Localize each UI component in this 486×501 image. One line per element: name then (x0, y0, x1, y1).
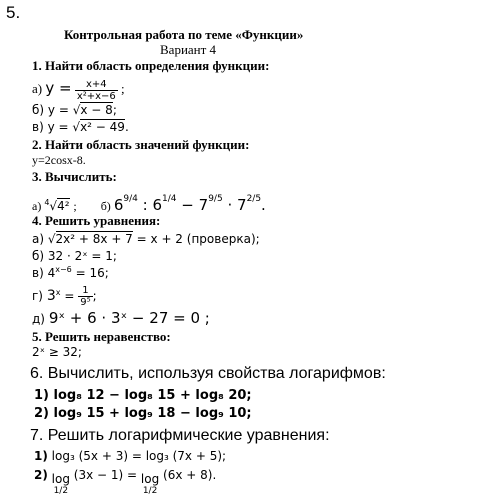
task3-b-op3: · (227, 196, 233, 214)
task4-item-b (32, 249, 117, 263)
task3-heading: 3. Вычислить: (32, 169, 117, 184)
task7-l2-arg2: (6x + 8). (163, 468, 217, 482)
task1-c-radicand: x² − 49 (80, 120, 125, 134)
task1-b-end: ; (112, 103, 117, 117)
task7-l1-expression: log₃ (5x + 3) = log₃ (7x + 5); (51, 449, 227, 463)
task7-l1-number: 1) (34, 449, 48, 463)
task3-b-base1: 6 (113, 196, 124, 214)
task4-e-expression: 9ˣ + 6 · 3ˣ − 27 = 0 ; (48, 309, 210, 327)
task6-line1 (34, 388, 252, 403)
task6-heading: 6. Вычислить, используя свойства логарифмов: (30, 365, 386, 382)
task4-d-numerator: 1 (78, 285, 92, 297)
task6-l1-number: 1) (34, 388, 49, 403)
task3-b-label: б) (100, 199, 111, 213)
task3-a-radicand: 4² (57, 199, 70, 213)
task7-l2-log1-word: log (51, 472, 70, 486)
task4-item-d (32, 282, 97, 308)
task7-l2-arg1: (3x − 1) = (73, 468, 138, 482)
task5-heading: 5. Решить неравенство: (32, 329, 171, 344)
task3-b-exp4: 2/5 (246, 194, 262, 204)
task4-a-radicand: 2x² + 8x + 7 (55, 232, 133, 246)
task4-c-base: 4 (47, 266, 56, 280)
task7-l2-log2-word: log (140, 472, 160, 486)
task3-b-op1: : (142, 196, 148, 214)
task4-d-label: г) (32, 289, 43, 303)
task1-c-end: . (124, 120, 129, 134)
task1-item-c (32, 120, 129, 134)
task4-a-note: (проверка); (186, 232, 260, 246)
task4-d-exponent: x (55, 288, 61, 297)
problem-number: 5. (6, 3, 21, 22)
task3-b-end: . (261, 196, 266, 214)
task1-a-label: а) (32, 81, 43, 96)
task4-d-end: ; (92, 289, 97, 303)
task1-a-fraction (75, 79, 118, 102)
sqrt-icon: √ (47, 232, 56, 246)
task7-l2-log1-base: 1/2 (53, 486, 69, 496)
task7-l2-log1 (52, 471, 70, 496)
task1-a-end: ; (121, 81, 125, 96)
task3-a-index: 4 (44, 198, 50, 207)
task4-d-denominator: 9⁵ (80, 297, 91, 308)
task4-c-label: в) (32, 266, 44, 280)
task1-b-func: y = (47, 103, 69, 117)
task2-heading: 2. Найти область значений функции: (32, 137, 250, 152)
task7-heading: 7. Решить логарифмические уравнения: (30, 427, 330, 444)
task4-d-base: 3 (46, 288, 56, 304)
task5-expression: 2ˣ ≥ 32; (32, 345, 82, 359)
task1-item-b (32, 103, 117, 117)
task1-a-denominator: x²+x−6 (76, 90, 116, 102)
task1-b-radicand: x − 8 (80, 103, 113, 117)
task3-b-op2: − (181, 196, 194, 214)
task3-b-base3: 7 (198, 196, 209, 214)
task1-b-label: б) (32, 103, 45, 117)
task4-a-rest: = x + 2 (136, 232, 183, 246)
task2-expression: y=2cosx-8. (32, 153, 86, 167)
variant-label: Вариант 4 (160, 42, 217, 57)
task1-c-func: y = (47, 120, 69, 134)
task4-d-eq: = (64, 289, 75, 303)
task3-a-root (44, 199, 73, 213)
task7-l2-log2-base: 1/2 (142, 486, 158, 496)
task3-b-exp2: 1/4 (162, 194, 177, 204)
sqrt-icon: √ (72, 120, 81, 134)
task7-l2-number: 2) (34, 468, 48, 482)
task4-item-e (32, 309, 210, 327)
task6-l2-expression: log₉ 15 + log₉ 18 − log₉ 10; (53, 406, 252, 421)
task4-c-rest: = 16; (75, 266, 109, 280)
task4-item-c (32, 265, 109, 280)
sqrt-icon: √ (49, 199, 58, 213)
task1-heading: 1. Найти область определения функции: (32, 58, 270, 73)
task1-a-numerator: x+4 (75, 79, 118, 91)
task3-a-label: а) (32, 199, 42, 213)
task7-l2-log2 (141, 471, 159, 496)
sqrt-icon: √ (72, 103, 81, 117)
task4-d-fraction (78, 285, 92, 308)
task1-item-a (32, 76, 125, 102)
task6-line2 (34, 406, 252, 421)
task4-heading: 4. Решить уравнения: (32, 213, 161, 228)
task3-b-base2: 6 (152, 196, 163, 214)
task4-e-label: д) (32, 312, 45, 326)
task4-c-exponent: x−6 (55, 265, 72, 274)
task4-b-label: б) (32, 249, 45, 263)
task4-b-expression: 32 · 2ˣ = 1; (47, 249, 117, 263)
task3-b-exp3: 9/5 (208, 194, 223, 204)
task3-b-base4: 7 (237, 196, 247, 214)
task3-b-exp1: 9/4 (123, 194, 138, 204)
task7-line1 (34, 449, 226, 463)
task7-line2 (34, 465, 216, 496)
task3-a-end: ; (73, 199, 77, 213)
task1-c-label: в) (32, 120, 44, 134)
task4-a-label: а) (32, 232, 45, 246)
test-title: Контрольная работа по теме «Функции» (64, 27, 304, 42)
task4-item-a (32, 232, 260, 246)
task3-b-expression (114, 196, 266, 214)
task6-l2-number: 2) (34, 406, 49, 421)
task1-a-func: y = (45, 79, 72, 97)
task6-l1-expression: log₈ 12 − log₈ 15 + log₈ 20; (53, 388, 252, 403)
